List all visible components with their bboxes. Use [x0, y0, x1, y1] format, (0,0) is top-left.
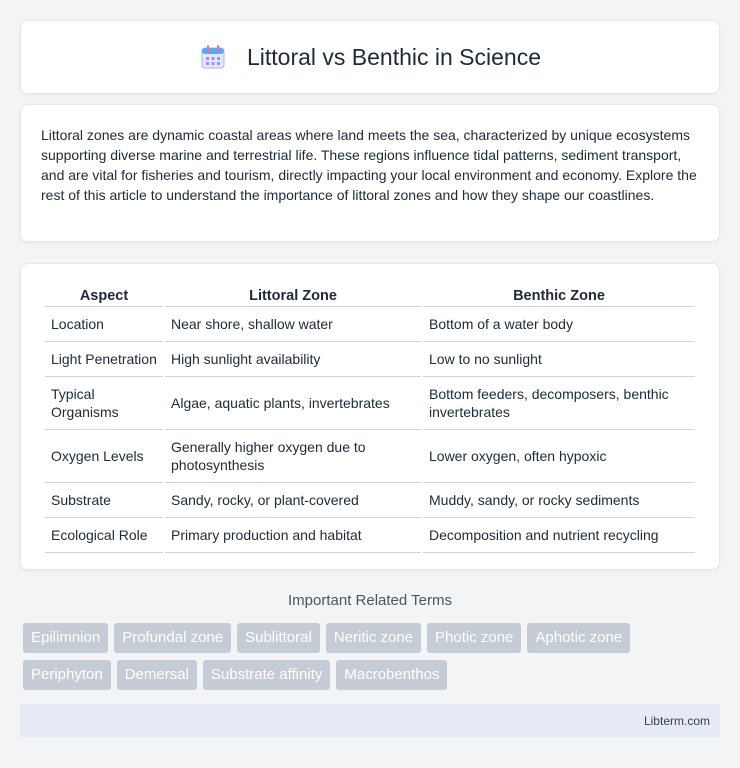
related-term-tag[interactable]: Aphotic zone	[527, 623, 630, 653]
related-term-tag[interactable]: Substrate affinity	[203, 660, 330, 690]
table-cell: Algae, aquatic plants, invertebrates	[165, 377, 421, 430]
related-term-tag[interactable]: Sublittoral	[237, 623, 320, 653]
column-header: Littoral Zone	[165, 284, 421, 307]
table-cell: Muddy, sandy, or rocky sediments	[423, 483, 695, 518]
table-cell: Primary production and habitat	[165, 518, 421, 553]
table-row	[45, 483, 695, 518]
table-cell: High sunlight availability	[165, 342, 421, 377]
table-cell: Lower oxygen, often hypoxic	[423, 430, 695, 483]
related-term-tag[interactable]: Periphyton	[23, 660, 111, 690]
column-header: Aspect	[45, 284, 163, 307]
footer	[20, 704, 720, 737]
table-cell: Bottom of a water body	[423, 307, 695, 342]
table-header-row	[45, 284, 695, 307]
column-header: Benthic Zone	[423, 284, 695, 307]
table-row	[45, 307, 695, 342]
table-cell: Sandy, rocky, or plant-covered	[165, 483, 421, 518]
table-cell: Typical Organisms	[45, 377, 163, 430]
related-term-tag[interactable]: Photic zone	[427, 623, 521, 653]
table-cell: Location	[45, 307, 163, 342]
related-terms-title: Important Related Terms	[288, 592, 452, 609]
table-cell: Bottom feeders, decomposers, benthic invertebrates	[423, 377, 695, 430]
calendar-icon	[199, 43, 227, 71]
related-term-tag[interactable]: Epilimnion	[23, 623, 108, 653]
table-cell: Ecological Role	[45, 518, 163, 553]
comparison-table	[43, 284, 697, 553]
table-cell: Oxygen Levels	[45, 430, 163, 483]
page-title: Littoral vs Benthic in Science	[246, 43, 542, 70]
table-cell: Decomposition and nutrient recycling	[423, 518, 695, 553]
table-cell: Near shore, shallow water	[165, 307, 421, 342]
table-row	[45, 377, 695, 430]
table-row	[45, 430, 695, 483]
table-cell: Substrate	[45, 483, 163, 518]
related-term-tag[interactable]: Macrobenthos	[336, 660, 447, 690]
footer-site-link[interactable]: Libterm.com	[643, 713, 710, 728]
table-row	[45, 342, 695, 377]
table-row	[45, 518, 695, 553]
header-card	[20, 20, 720, 94]
comparison-table-card	[20, 263, 720, 570]
related-term-tag[interactable]: Profundal zone	[114, 623, 231, 653]
related-term-tag[interactable]: Demersal	[117, 660, 197, 690]
related-term-tag[interactable]: Neritic zone	[326, 623, 421, 653]
table-cell: Light Penetration	[45, 342, 163, 377]
table-cell: Generally higher oxygen due to photosynthesis	[165, 430, 421, 483]
related-terms-list	[23, 623, 723, 690]
intro-card	[20, 104, 720, 242]
table-cell: Low to no sunlight	[423, 342, 695, 377]
intro-text: Littoral zones are dynamic coastal areas where land meets the sea, characterized by unique ecosystems supporting diverse marine and terrestrial life. These regions influence tidal patterns, sediment transport, and are vital for fisheries and tourism, directly impacting your local environment and economy. Explore the rest of this article to understand the importance of littoral zones and how they shape our coastlines.	[41, 127, 697, 203]
